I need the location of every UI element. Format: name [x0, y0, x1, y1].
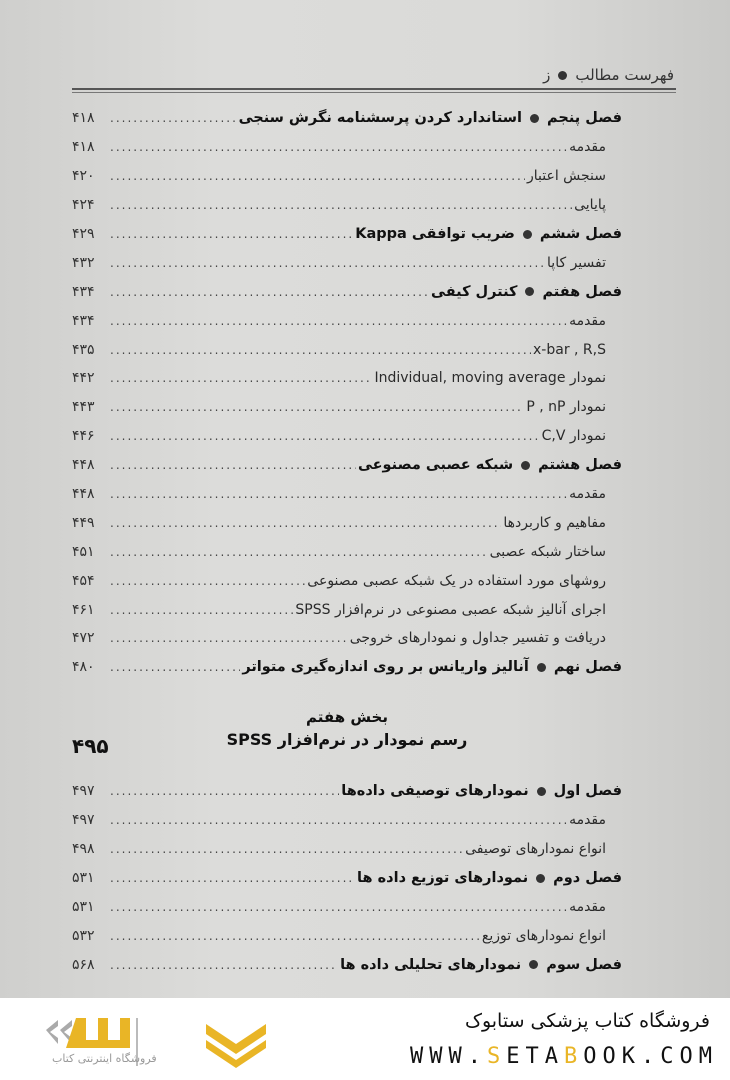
- page-letter: ز: [543, 66, 551, 84]
- dot-leader: [110, 343, 531, 357]
- page-number: ۴۶۱: [72, 601, 95, 618]
- dot-leader: [110, 813, 567, 827]
- page-number: ۴۵۱: [72, 543, 95, 560]
- page-number: ۵۳۱: [72, 899, 95, 915]
- toc-entry-title: [569, 486, 606, 502]
- page-number: ۴۳۴: [72, 312, 95, 329]
- chapter-label: فصل سوم: [546, 956, 622, 973]
- dot-leader: [110, 603, 293, 617]
- dot-leader: [110, 111, 237, 125]
- part-title: رسم نمودار در نرم‌افزار SPSS: [226, 730, 468, 749]
- entry-title: انواع نمودارهای توصیفی: [465, 841, 606, 858]
- page-number: ۴۴۹: [72, 514, 95, 531]
- entry-title: پایایی: [574, 197, 606, 214]
- toc-entry-title: [482, 928, 606, 944]
- toc-entry-title: [340, 957, 622, 973]
- toc-section-row: [72, 162, 622, 191]
- bullet-icon: [523, 230, 532, 239]
- toc-chapter-row: [72, 277, 622, 306]
- toc-chapter-row: [72, 777, 622, 806]
- toc-section-row: [72, 480, 622, 509]
- toc-section-row: [72, 306, 622, 335]
- dot-leader: [110, 842, 463, 856]
- toc-chapter-row: [72, 104, 622, 133]
- page-number: ۵۳۱: [72, 870, 95, 887]
- entry-title: دریافت و تفسیر جداول و نمودارهای خروجی: [349, 630, 606, 647]
- toc-entry-title: [341, 783, 622, 799]
- toc-section-row: [72, 508, 622, 537]
- page-number: ۴۴۸: [72, 457, 95, 474]
- toc-section-row: [72, 806, 622, 835]
- toc-entry-title: [503, 515, 606, 531]
- entry-title: مفاهیم و کاربردها: [503, 514, 606, 531]
- chapter-label: فصل هفتم: [542, 283, 622, 300]
- toc-section-row: [72, 393, 622, 422]
- entry-title: مقدمه: [569, 139, 606, 156]
- bullet-icon: [537, 663, 546, 672]
- toc-entry-title: [574, 197, 606, 213]
- page-number: ۴۳۲: [72, 254, 95, 271]
- dot-leader: [110, 227, 353, 241]
- bullet-icon: [537, 787, 546, 796]
- url-part: ETA: [506, 1044, 565, 1069]
- page-number: ۴۹۷: [72, 783, 95, 800]
- dot-leader: [110, 574, 305, 588]
- entry-title: نمودار Individual, moving average: [374, 370, 606, 387]
- dot-leader: [110, 929, 480, 943]
- dot-leader: [110, 516, 501, 530]
- toc-chapter-row: [72, 950, 622, 979]
- toc-entry-title: [547, 255, 606, 271]
- bullet-icon: [521, 461, 530, 470]
- toc-section-row: [72, 422, 622, 451]
- page-number: ۴۱۸: [72, 110, 95, 127]
- toc-entry-title: [542, 428, 606, 444]
- dot-leader: [110, 900, 567, 914]
- url-part: WWW.: [410, 1044, 488, 1069]
- dot-leader: [110, 660, 240, 674]
- entry-title: کنترل کیفی: [431, 283, 518, 300]
- toc-entry-title: [465, 841, 606, 857]
- running-head: [543, 66, 674, 84]
- dot-leader: [110, 400, 524, 414]
- toc-entry-title: [242, 659, 622, 675]
- toc-entry-title: [431, 284, 622, 300]
- chapter-label: فصل ششم: [539, 226, 622, 242]
- dot-leader: [110, 169, 525, 183]
- entry-title: مقدمه: [569, 899, 606, 915]
- entry-title: مقدمه: [569, 812, 606, 829]
- page-number: ۴۳۵: [72, 341, 95, 358]
- toc-section-row: [72, 921, 622, 950]
- page-number: ۴۴۸: [72, 486, 95, 503]
- page-number: ۴۷۲: [72, 630, 95, 647]
- bullet-icon: [530, 114, 539, 123]
- entry-title: تفسیر کاپا: [547, 254, 606, 271]
- entry-title: ساختار شبکه عصبی: [489, 543, 606, 560]
- toc-entry-title: [533, 342, 606, 358]
- toc-entry-title: [569, 139, 606, 155]
- header-rule: [72, 88, 676, 90]
- store-name: فروشگاه کتاب پزشکی ستابوک: [464, 1010, 710, 1032]
- toc-entry-title: [569, 812, 606, 828]
- part-heading: [72, 708, 622, 749]
- page-header: [72, 62, 674, 86]
- dot-leader: [110, 958, 338, 972]
- toc-list: [72, 777, 622, 979]
- entry-title: نمودار P , nP: [526, 399, 606, 416]
- entry-title: اجرای آنالیز شبکه عصبی مصنوعی در نرم‌افزار SPSS: [295, 601, 606, 618]
- toc-entry-title: [358, 457, 622, 473]
- page-number: ۴۴۲: [72, 370, 95, 387]
- chapter-label: فصل هشتم: [538, 457, 622, 474]
- chapter-label: فصل اول: [553, 783, 622, 800]
- dot-leader: [110, 631, 348, 645]
- url-part: B: [564, 1044, 584, 1069]
- page-number: ۴۲۴: [72, 197, 95, 214]
- entry-title: x-bar , R,S: [533, 341, 606, 358]
- toc-entry-title: [355, 226, 622, 242]
- toc-entry-title: [527, 168, 606, 184]
- bullet-icon: [536, 874, 545, 883]
- part-label: بخش هفتم: [306, 708, 388, 726]
- entry-title: آنالیز واریانس بر روی اندازه‌گیری متواتر: [242, 659, 529, 676]
- page-number: ۴۵۴: [72, 572, 95, 589]
- entry-title: ضریب توافقی Kappa: [355, 226, 515, 242]
- page-number: ۵۶۸: [72, 956, 95, 973]
- dot-leader: [110, 198, 572, 212]
- toc-section-row: [72, 893, 622, 922]
- header-rule: [72, 92, 676, 93]
- toc-entry-title: [569, 899, 606, 915]
- running-head-title: فهرست مطالب: [575, 66, 674, 84]
- entry-title: سنجش اعتبار: [526, 168, 606, 185]
- toc-chapter-row: [72, 864, 622, 893]
- bullet-icon: [558, 71, 567, 80]
- toc-chapter-row: [72, 220, 622, 249]
- chapter-label: فصل دوم: [553, 870, 622, 887]
- dot-leader: [110, 314, 567, 328]
- page-number: ۴۴۳: [72, 399, 95, 416]
- page-number: ۴۳۴: [72, 283, 95, 300]
- page-number: ۴۹۷: [72, 812, 95, 829]
- page-number: ۴۸۰: [72, 659, 95, 676]
- url-part: S: [487, 1044, 507, 1069]
- toc-section-row: [72, 364, 622, 393]
- dot-leader: [110, 487, 567, 501]
- chapter-label: فصل نهم: [553, 659, 622, 676]
- toc-section-row: [72, 133, 622, 162]
- toc-entry-title: [526, 399, 606, 415]
- toc-list: [72, 104, 622, 682]
- dot-leader: [110, 458, 356, 472]
- page-number: ۴۲۹: [72, 226, 95, 242]
- toc-entry-title: [350, 630, 606, 646]
- entry-title: شبکه عصبی مصنوعی: [357, 457, 514, 474]
- entry-title: مقدمه: [569, 312, 606, 329]
- dot-leader: [110, 285, 429, 299]
- dot-leader: [110, 429, 540, 443]
- toc-section-row: [72, 248, 622, 277]
- toc-section-row: [72, 835, 622, 864]
- page-number: ۴۱۸: [72, 139, 95, 156]
- part-page-number: ۴۹۵: [72, 734, 109, 758]
- entry-title: نمودار C,V: [541, 428, 606, 445]
- dot-leader: [110, 871, 355, 885]
- entry-title: روشهای مورد استفاده در یک شبکه عصبی مصنوعی: [307, 572, 606, 589]
- toc-section-row: [72, 191, 622, 220]
- toc-entry-title: [569, 313, 606, 329]
- page-number: ۴۴۶: [72, 428, 95, 445]
- toc-entry-title: [357, 870, 622, 886]
- dot-leader: [110, 784, 339, 798]
- page-number: ۴۹۸: [72, 841, 95, 858]
- entry-title: نمودارهای تحلیلی داده ها: [340, 956, 522, 973]
- logo-subtitle: فروشگاه اینترنتی کتاب: [52, 1052, 157, 1065]
- store-url[interactable]: [410, 1044, 718, 1069]
- toc-section-row: [72, 537, 622, 566]
- page-number: ۵۳۲: [72, 927, 95, 944]
- toc-chapter-row: [72, 653, 622, 682]
- toc-entry-title: [307, 573, 606, 589]
- dot-leader: [110, 545, 488, 559]
- toc-entry-title: [374, 370, 606, 386]
- dot-leader: [110, 256, 545, 270]
- store-banner: [0, 998, 730, 1080]
- toc-section-row: [72, 335, 622, 364]
- toc-section-row: [72, 595, 622, 624]
- toc-section-row: [72, 624, 622, 653]
- bullet-icon: [529, 960, 538, 969]
- toc-section-row: [72, 566, 622, 595]
- entry-title: انواع نمودارهای توزیع: [481, 927, 606, 944]
- url-part: OOK.COM: [583, 1044, 718, 1069]
- chapter-label: فصل پنجم: [547, 110, 622, 127]
- entry-title: نمودارهای توصیفی داده‌ها: [341, 783, 529, 800]
- toc-chapter-row: [72, 451, 622, 480]
- toc-entry-title: [490, 544, 606, 560]
- dot-leader: [110, 371, 372, 385]
- bullet-icon: [525, 287, 534, 296]
- page-number: ۴۲۰: [72, 168, 95, 185]
- entry-title: مقدمه: [569, 486, 606, 503]
- dot-leader: [110, 140, 567, 154]
- toc-entry-title: [295, 602, 606, 618]
- entry-title: نمودارهای توزیع داده ها: [357, 870, 529, 887]
- entry-title: استاندارد کردن پرسشنامه نگرش سنجی: [238, 110, 523, 127]
- toc-entry-title: [239, 110, 622, 126]
